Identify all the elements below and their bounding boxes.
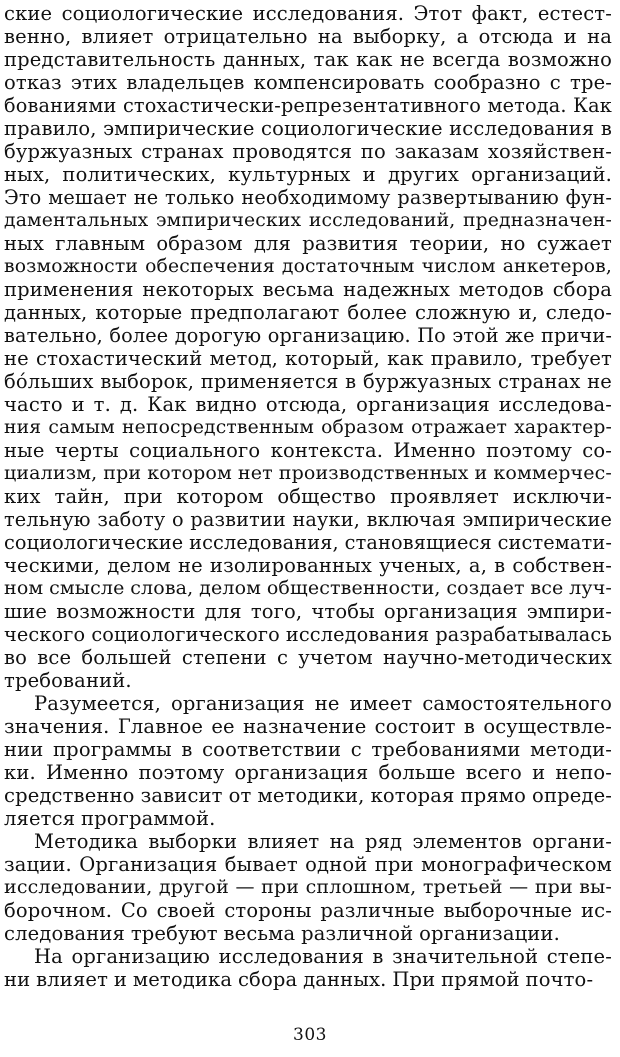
text-line: ния самым непосредственным образом отражает характер- [4, 417, 612, 438]
text-line: ных, политических, культурных и других организаций. [4, 163, 612, 186]
text-line: ческими, делом не изолированных ученых, а, в собствен- [4, 554, 612, 577]
paragraph [4, 830, 612, 945]
text-line: социологические исследования, становящиеся системати- [4, 531, 612, 554]
text-line: нии программы в соответствии с требованиями методи- [4, 738, 612, 761]
paragraph [4, 2, 612, 692]
body-text [4, 2, 612, 991]
text-line: ких тайн, при котором общество проявляет исключи- [4, 485, 612, 508]
text-line: ки. Именно поэтому организация больше всего и непо- [4, 761, 612, 784]
text-line: следования требуют весьма различной организации. [4, 922, 560, 945]
text-line: часто и т. д. Как видно отсюда, организация исследова- [4, 393, 612, 416]
text-line: данных, которые предполагают более сложную и, следо- [4, 301, 612, 324]
text-line: Разумеется, организация не имеет самостоятельного [34, 692, 612, 715]
text-line: представительность данных, так как не всегда возможно [4, 48, 612, 71]
text-line: буржуазных странах проводятся по заказам хозяйствен- [4, 140, 612, 163]
text-line: отказ этих владельцев компенсировать сообразно с тре- [4, 71, 612, 94]
text-line: тельную заботу о развитии науки, включая эмпирические [4, 508, 612, 531]
text-line: применения некоторых весьма надежных методов сбора [4, 278, 612, 301]
text-line: бо́льших выборок, применяется в буржуазных странах не [4, 370, 612, 393]
paragraph [4, 945, 612, 991]
text-line: бованиями стохастически-репрезентативного метода. Как [4, 94, 612, 117]
text-line: шие возможности для того, чтобы организация эмпири- [4, 600, 612, 623]
text-line: не стохастический метод, который, как правило, требует [4, 347, 612, 370]
text-line: зации. Организация бывает одной при монографическом [4, 853, 612, 876]
text-line: борочном. Со своей стороны различные выборочные ис- [4, 899, 612, 922]
text-line: На организацию исследования в значительной степе- [34, 945, 612, 968]
text-line: средственно зависит от методики, которая прямо опреде- [4, 784, 612, 807]
text-line: значения. Главное ее назначение состоит в осуществле- [4, 715, 612, 738]
text-line: ни влияет и методика сбора данных. При прямой почто- [4, 968, 594, 991]
text-line: циализм, при котором нет производственных и коммерчес- [4, 462, 612, 484]
text-line: исследовании, другой — при сплошном, третьей — при вы- [4, 876, 612, 898]
text-line: ские социологические исследования. Этот факт, естест- [4, 2, 612, 25]
text-line: вательно, более дорогую организацию. По этой же причи- [4, 324, 612, 347]
text-line: требований. [4, 669, 132, 692]
text-line: ляется программой. [4, 807, 216, 830]
text-line: ных главным образом для развития теории, но сужает [4, 232, 612, 255]
text-line: даментальных эмпирических исследований, предназначен- [4, 210, 612, 231]
page-number: 303 [293, 1025, 327, 1045]
text-line: ном смысле слова, делом общественности, создает все луч- [4, 577, 612, 599]
text-line: во все большей степени с учетом научно-методических [4, 646, 612, 669]
text-line: Методика выборки влияет на ряд элементов органи- [34, 830, 612, 853]
text-line: венно, влияет отрицательно на выборку, а отсюда и на [4, 25, 612, 48]
text-line: возможности обеспечения достаточным числом анкетеров, [4, 256, 612, 277]
text-line: ческого социологического исследования разрабатывалась [4, 623, 612, 646]
text-line: правило, эмпирические социологические исследования в [4, 117, 612, 140]
text-line: ные черты социального контекста. Именно поэтому со- [4, 439, 612, 462]
text-line: Это мешает не только необходимому развертыванию фун- [4, 186, 612, 209]
paragraph [4, 692, 612, 830]
